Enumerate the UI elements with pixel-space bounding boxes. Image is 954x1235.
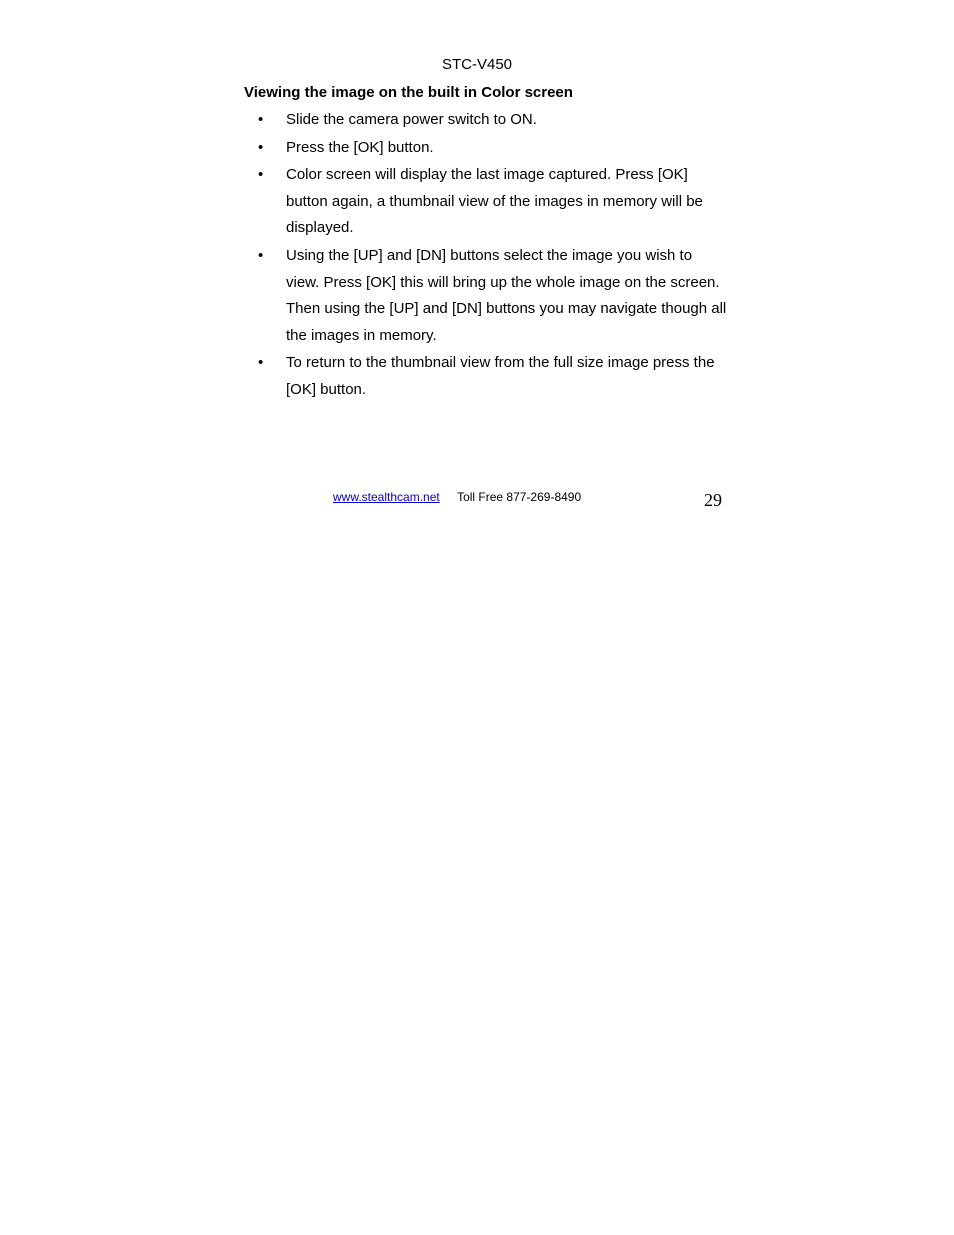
bullet-icon: •: [258, 246, 264, 264]
website-link[interactable]: www.stealthcam.net: [333, 490, 440, 504]
list-item: [258, 162, 728, 242]
bullet-icon: •: [258, 138, 264, 156]
list-item: [258, 135, 728, 162]
page-footer: [333, 490, 581, 504]
list-item-text: Using the [UP] and [DN] buttons select the image you wish to view. Press [OK] this will bring up the whole image on the screen. Then using the [UP] and [DN] buttons you may navigate though all the images in memory.: [286, 246, 727, 344]
bullet-icon: •: [258, 354, 264, 372]
page-number: 29: [704, 490, 722, 510]
list-item-text: Slide the camera power switch to ON.: [286, 111, 537, 128]
list-item: [258, 350, 728, 403]
list-item: [258, 243, 728, 349]
instruction-list: [258, 107, 728, 405]
section-heading: Viewing the image on the built in Color screen: [244, 84, 573, 101]
list-item-text: Color screen will display the last image captured. Press [OK] button again, a thumbnail view of the images in memory will be displayed.: [286, 166, 703, 237]
list-item-text: Press the [OK] button.: [286, 138, 434, 156]
model-header: STC-V450: [441, 56, 513, 73]
toll-free-phone: Toll Free 877-269-8490: [457, 490, 582, 504]
bullet-icon: •: [258, 166, 264, 184]
bullet-icon: •: [258, 111, 264, 128]
list-item-text: To return to the thumbnail view from the full size image press the [OK] button.: [286, 354, 715, 398]
list-item: [258, 107, 728, 134]
